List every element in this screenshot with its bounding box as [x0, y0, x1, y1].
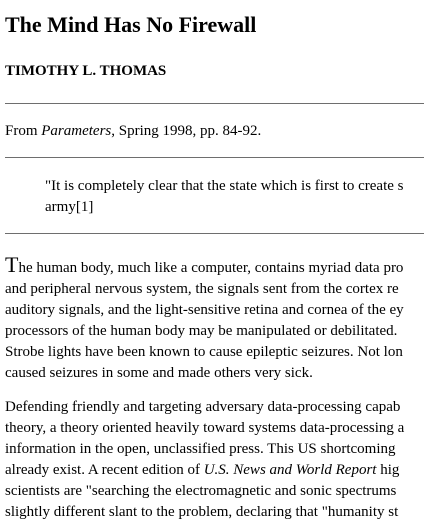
paragraph-1-line-1: [5, 252, 424, 279]
paragraph-1: [5, 252, 424, 384]
article-author: TIMOTHY L. THOMAS: [5, 63, 167, 79]
epigraph: [45, 176, 424, 218]
drop-cap: T: [5, 252, 19, 277]
paragraph-1-line-4: processors of the human body may be manipulated or debilitated.: [5, 323, 398, 339]
divider-source: [5, 157, 424, 158]
paragraph-2: [5, 397, 424, 523]
paragraph-1-line-2: and peripheral nervous system, the signals sent from the cortex re: [5, 281, 399, 297]
article-title: The Mind Has No Firewall: [5, 12, 257, 37]
source-prefix: From: [5, 123, 42, 139]
paragraph-1-line-1-text: he human body, much like a computer, contains myriad data pro: [18, 260, 404, 276]
source-journal: Parameters: [41, 123, 112, 139]
divider-top: [5, 103, 424, 104]
paragraph-2-line-6: slightly different slant to the problem, declaring that "humanity st: [5, 504, 399, 520]
source-suffix: , Spring 1998, pp. 84-92.: [111, 123, 262, 139]
epigraph-line-1: "It is completely clear that the state which is first to create s: [45, 178, 404, 194]
divider-epigraph: [5, 233, 424, 234]
paragraph-2-line-4-prefix: already exist. A recent edition of: [5, 462, 204, 478]
epigraph-line-2: army[1]: [45, 199, 94, 215]
paragraph-2-line-3: information in the open, unclassified press. This US shortcoming: [5, 441, 396, 457]
paragraph-2-line-2: theory, a theory oriented heavily toward systems data-processing a: [5, 420, 405, 436]
publication-title: U.S. News and World Report: [203, 462, 377, 478]
source-citation: [5, 123, 261, 140]
paragraph-2-line-4: [5, 460, 424, 481]
paragraph-1-line-5: Strobe lights have been known to cause epileptic seizures. Not lon: [5, 344, 403, 360]
paragraph-2-line-1: Defending friendly and targeting adversary data-processing capab: [5, 399, 401, 415]
paragraph-1-line-6: caused seizures in some and made others very sick.: [5, 365, 313, 381]
paragraph-1-line-3: auditory signals, and the light-sensitive retina and cornea of the ey: [5, 302, 404, 318]
paragraph-2-line-5: scientists are "searching the electromagnetic and sonic spectrums: [5, 483, 397, 499]
paragraph-2-line-4-suffix: hig: [376, 462, 400, 478]
